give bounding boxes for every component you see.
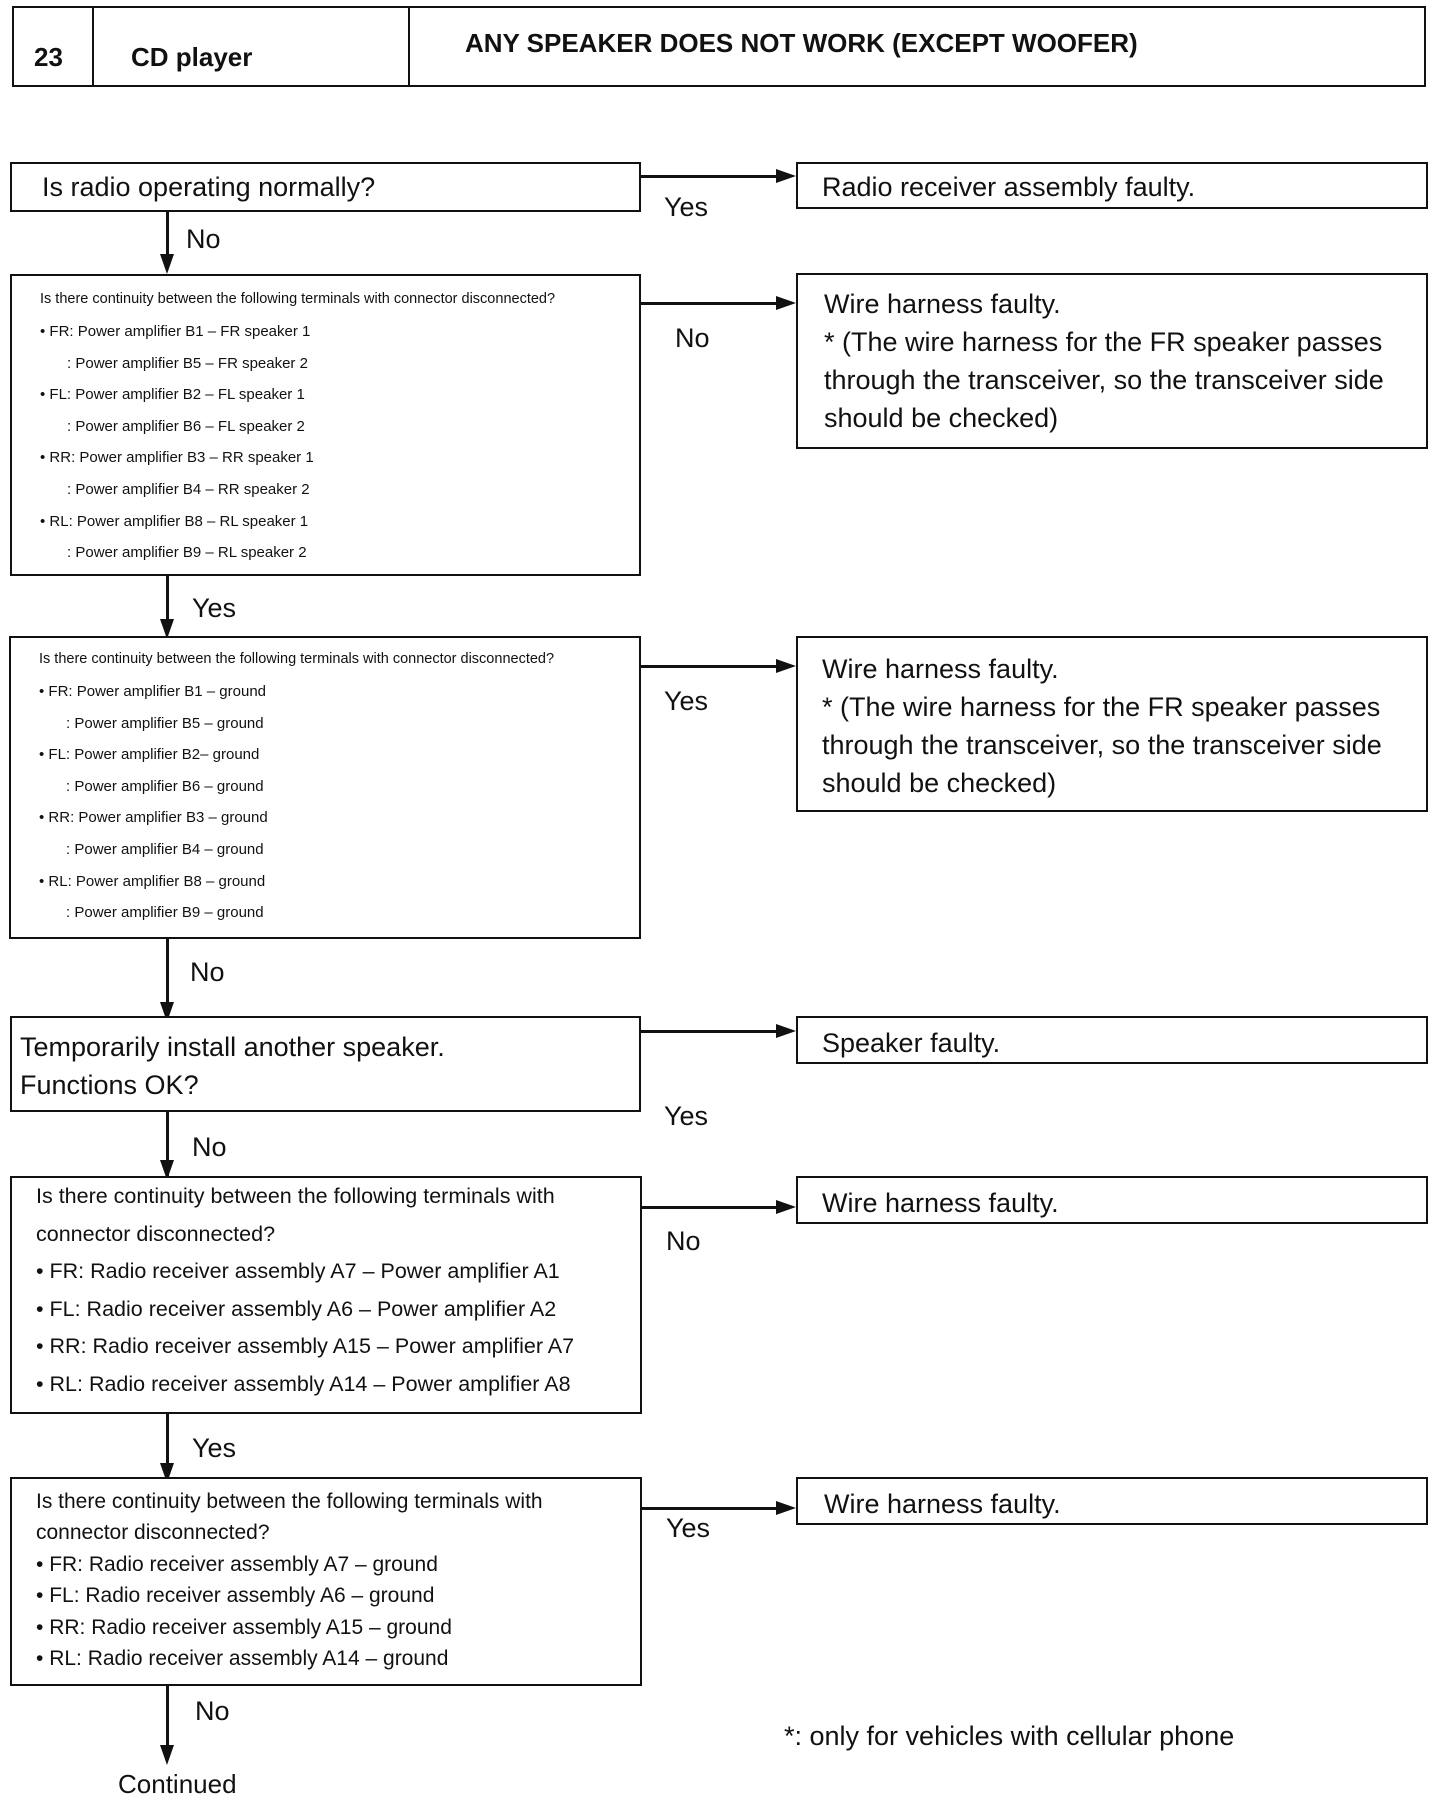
step-4-question	[20, 1028, 445, 1104]
step-5-content	[36, 1178, 574, 1403]
result-4-text: Speaker faulty.	[822, 1028, 1001, 1058]
result-2-line-4: should be checked)	[824, 403, 1059, 433]
arrow-s4-right-head	[776, 1024, 796, 1038]
terminal-pair-item: : Power amplifier B4 – ground	[39, 834, 554, 866]
result-1-text: Radio receiver assembly faulty.	[822, 172, 1196, 202]
header-divider-1	[92, 8, 94, 85]
step-6-box	[10, 1477, 642, 1686]
result-3-line-3: through the transceiver, so the transceiver side	[822, 730, 1382, 760]
arrow-s3-right	[641, 665, 776, 668]
terminal-pair-item: : Power amplifier B5 – ground	[39, 708, 554, 740]
step-2-question: Is there continuity between the following terminals with connector disconnected?	[40, 291, 556, 307]
step-1-question: Is radio operating normally?	[42, 172, 376, 202]
step-2-items	[40, 316, 555, 569]
result-3-line-2: * (The wire harness for the FR speaker passes	[822, 692, 1381, 722]
terminal-pair-item: : Power amplifier B6 – FL speaker 2	[40, 411, 555, 443]
step-6-items	[36, 1549, 543, 1675]
step-4-line-2: Functions OK?	[20, 1070, 199, 1100]
label-s3-right: Yes	[664, 686, 709, 716]
step-3-question: Is there continuity between the following terminals with connector disconnected?	[39, 651, 555, 667]
terminal-pair-item: • RL: Radio receiver assembly A14 – ground	[36, 1643, 543, 1674]
header-divider-2	[408, 8, 410, 85]
step-5-items	[36, 1253, 574, 1403]
step-1-box	[10, 162, 641, 212]
result-2-line-2: * (The wire harness for the FR speaker passes	[824, 327, 1383, 357]
terminal-pair-item: • RL: Power amplifier B8 – ground	[39, 866, 554, 898]
label-s5-down: Yes	[192, 1433, 237, 1463]
continued-label: Continued	[118, 1769, 237, 1799]
result-4-box	[796, 1016, 1428, 1064]
result-3-line-4: should be checked)	[822, 768, 1057, 798]
section-name: CD player	[131, 42, 253, 72]
terminal-pair-item: • RL: Radio receiver assembly A14 – Power amplifier A8	[36, 1366, 574, 1404]
result-1-box	[796, 162, 1428, 209]
arrow-s5-right-head	[776, 1200, 796, 1214]
result-2-box	[796, 273, 1428, 449]
label-s2-right: No	[675, 323, 710, 353]
terminal-pair-item: • FL: Power amplifier B2 – FL speaker 1	[40, 379, 555, 411]
label-s4-right: Yes	[664, 1101, 709, 1131]
terminal-pair-item: • FL: Radio receiver assembly A6 – Power amplifier A2	[36, 1291, 574, 1329]
arrow-s3-right-head	[776, 659, 796, 673]
arrow-s6-down-head	[160, 1745, 174, 1765]
label-s6-down: No	[195, 1696, 230, 1726]
section-number: 23	[34, 42, 63, 72]
terminal-pair-item: • FR: Radio receiver assembly A7 – Power amplifier A1	[36, 1253, 574, 1291]
terminal-pair-item: • FL: Power amplifier B2– ground	[39, 739, 554, 771]
arrow-s2-right	[641, 302, 776, 305]
result-6-text: Wire harness faulty.	[824, 1489, 1061, 1519]
terminal-pair-item: • RL: Power amplifier B8 – RL speaker 1	[40, 506, 555, 538]
label-s6-right: Yes	[666, 1513, 711, 1543]
step-6-content	[36, 1486, 543, 1674]
header-bar	[12, 6, 1426, 87]
arrow-s1-right	[641, 175, 776, 178]
terminal-pair-item: • FR: Radio receiver assembly A7 – ground	[36, 1549, 543, 1580]
step-5-line-2: connector disconnected?	[36, 1221, 276, 1246]
step-4-box	[10, 1016, 641, 1112]
result-2-line-3: through the transceiver, so the transceiver side	[824, 365, 1384, 395]
arrow-s6-right	[642, 1507, 776, 1510]
result-3-line-1: Wire harness faulty.	[822, 654, 1059, 684]
step-3-box	[9, 636, 641, 939]
step-4-line-1: Temporarily install another speaker.	[20, 1032, 445, 1062]
label-s4-down: No	[192, 1132, 227, 1162]
step-5-line-1: Is there continuity between the following terminals with	[36, 1184, 555, 1208]
footnote: *: only for vehicles with cellular phone	[784, 1721, 1235, 1751]
step-3-items	[39, 676, 554, 929]
terminal-pair-item: • FR: Power amplifier B1 – FR speaker 1	[40, 316, 555, 348]
terminal-pair-item: • RR: Radio receiver assembly A15 – ground	[36, 1612, 543, 1643]
terminal-pair-item: : Power amplifier B9 – ground	[39, 897, 554, 929]
result-3-text	[822, 650, 1382, 802]
page-title: ANY SPEAKER DOES NOT WORK (EXCEPT WOOFER)	[465, 28, 1138, 58]
arrow-s1-down-head	[160, 254, 174, 274]
arrow-s2-right-head	[776, 296, 796, 310]
result-6-box	[796, 1477, 1428, 1525]
result-3-box	[796, 636, 1428, 812]
label-s1-down: No	[186, 224, 221, 254]
arrow-s4-right	[641, 1030, 776, 1033]
terminal-pair-item: : Power amplifier B4 – RR speaker 2	[40, 474, 555, 506]
arrow-s1-right-head	[776, 169, 796, 183]
label-s5-right: No	[666, 1226, 701, 1256]
label-s1-right: Yes	[664, 192, 709, 222]
step-5-box	[10, 1176, 642, 1414]
terminal-pair-item: • FR: Power amplifier B1 – ground	[39, 676, 554, 708]
label-s2-down: Yes	[192, 593, 237, 623]
terminal-pair-item: : Power amplifier B9 – RL speaker 2	[40, 537, 555, 569]
terminal-pair-item: • RR: Power amplifier B3 – RR speaker 1	[40, 442, 555, 474]
terminal-pair-item: : Power amplifier B5 – FR speaker 2	[40, 348, 555, 380]
terminal-pair-item: : Power amplifier B6 – ground	[39, 771, 554, 803]
terminal-pair-item: • FL: Radio receiver assembly A6 – ground	[36, 1580, 543, 1611]
step-2-box	[10, 274, 641, 576]
arrow-s6-right-head	[776, 1501, 796, 1515]
terminal-pair-item: • RR: Power amplifier B3 – ground	[39, 802, 554, 834]
terminal-pair-item: • RR: Radio receiver assembly A15 – Power amplifier A7	[36, 1328, 574, 1366]
result-2-line-1: Wire harness faulty.	[824, 289, 1061, 319]
label-s3-down: No	[190, 957, 225, 987]
result-2-text	[824, 285, 1384, 437]
step-6-line-2: connector disconnected?	[36, 1521, 270, 1545]
step-6-line-1: Is there continuity between the following terminals with	[36, 1490, 543, 1513]
result-5-text: Wire harness faulty.	[822, 1188, 1059, 1218]
arrow-s5-right	[642, 1206, 776, 1209]
result-5-box	[796, 1176, 1428, 1224]
